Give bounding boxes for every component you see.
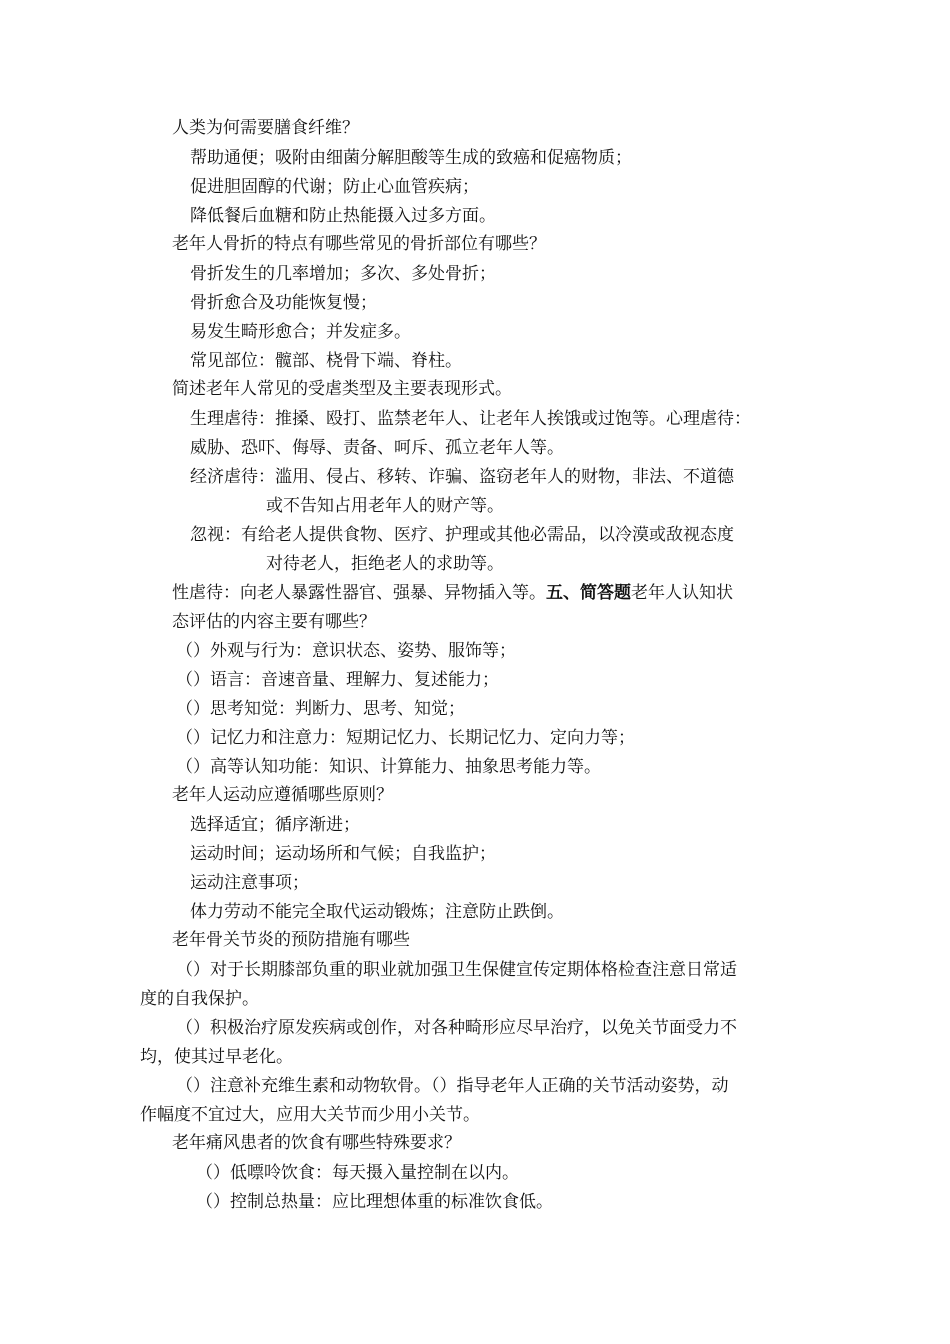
answer-line: 对待老人，拒绝老人的求助等。 [266,554,504,574]
answer-line: （）低嘌呤饮食：每天摄入量控制在以内。 [196,1163,519,1183]
answer-line: （）积极治疗原发疾病或创作，对各种畸形应尽早治疗，以免关节面受力不 [176,1018,737,1038]
answer-line: （）记忆力和注意力：短期记忆力、长期记忆力、定向力等； [176,728,635,748]
answer-line: 均，使其过早老化。 [140,1047,293,1067]
answer-text: 性虐待：向老人暴露性器官、强暴、异物插入等。 [172,583,546,603]
answer-line: 威胁、恐吓、侮辱、责备、呵斥、孤立老年人等。 [190,438,564,458]
answer-line: 运动注意事项； [190,873,309,893]
answer-line: （）高等认知功能：知识、计算能力、抽象思考能力等。 [176,757,601,777]
question-heading: 老年人骨折的特点有哪些常见的骨折部位有哪些？ [172,234,546,254]
answer-line: （）注意补充维生素和动物软骨。（）指导老年人正确的关节活动姿势，动 [176,1076,729,1096]
answer-line: 作幅度不宜过大，应用大关节而少用小关节。 [140,1105,480,1125]
answer-line: 度的自我保护。 [140,989,259,1009]
answer-line: 选择适宜；循序渐进； [190,815,360,835]
answer-line: 降低餐后血糖和防止热能摄入过多方面。 [190,206,496,226]
answer-line: 骨折发生的几率增加；多次、多处骨折； [190,264,496,284]
answer-line: 常见部位：髋部、桡骨下端、脊柱。 [190,351,462,371]
answer-line: （）控制总热量：应比理想体重的标准饮食低。 [196,1192,553,1212]
answer-line: 体力劳动不能完全取代运动锻炼；注意防止跌倒。 [190,902,564,922]
answer-line: （）对于长期膝部负重的职业就加强卫生保健宣传定期体格检查注意日常适 [176,960,737,980]
section-heading: 五、简答题 [546,583,631,603]
answer-line: 促进胆固醇的代谢；防止心血管疾病； [190,177,479,197]
answer-line: （）外观与行为：意识状态、姿势、服饰等； [176,641,516,661]
answer-line: 忽视：有给老人提供食物、医疗、护理或其他必需品，以冷漠或敌视态度 [190,525,734,545]
question-heading: 人类为何需要膳食纤维？ [172,118,359,138]
answer-line: 或不告知占用老年人的财产等。 [266,496,504,516]
answer-line: 骨折愈合及功能恢复慢； [190,293,377,313]
answer-line: （）语言：音速音量、理解力、复述能力； [176,670,499,690]
question-heading: 老年骨关节炎的预防措施有哪些 [172,930,410,950]
question-heading: 老年人运动应遵循哪些原则？ [172,785,393,805]
answer-line: （）思考知觉：判断力、思考、知觉； [176,699,465,719]
question-heading: 简述老年人常见的受虐类型及主要表现形式。 [172,379,512,399]
question-heading: 态评估的内容主要有哪些？ [172,612,376,632]
answer-line: 易发生畸形愈合；并发症多。 [190,322,411,342]
question-heading: 老年痛风患者的饮食有哪些特殊要求？ [172,1133,461,1153]
answer-line: 生理虐待：推搡、殴打、监禁老年人、让老年人挨饿或过饱等。心理虐待： [190,409,751,429]
answer-line: 帮助通便；吸附由细菌分解胆酸等生成的致癌和促癌物质； [190,148,632,168]
mixed-line [172,582,733,604]
question-heading: 老年人认知状 [631,583,733,603]
answer-line: 经济虐待：滥用、侵占、移转、诈骗、盗窃老年人的财物，非法、不道德 [190,467,734,487]
answer-line: 运动时间；运动场所和气候；自我监护； [190,844,496,864]
